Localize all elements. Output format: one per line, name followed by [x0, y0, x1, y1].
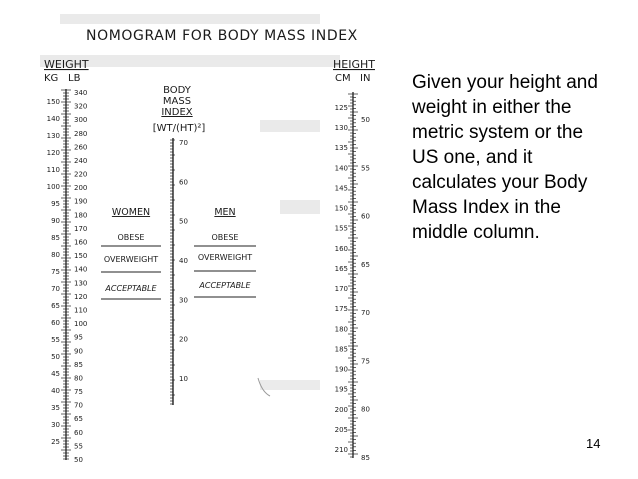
height-cm-label: 155 — [334, 224, 348, 233]
bmi-label: 10 — [179, 375, 188, 383]
weight-lb-label: 160 — [74, 238, 88, 247]
weight-lb-label: 140 — [74, 265, 88, 274]
men-header: MEN — [214, 207, 236, 218]
weight-header: WEIGHT — [44, 58, 89, 71]
bmi-formula: [WT/(HT)²] — [152, 123, 206, 134]
weight-lb-label: 300 — [74, 116, 88, 125]
women-overweight-label: OVERWEIGHT — [103, 255, 159, 264]
height-cm-label: 150 — [334, 204, 348, 213]
weight-kg-label: 95 — [51, 200, 60, 208]
weight-lb-label: 95 — [74, 333, 83, 342]
weight-kg-label: 120 — [46, 149, 60, 157]
height-cm-label: 125 — [334, 104, 348, 112]
height-cm-label: 205 — [334, 425, 348, 434]
caption-line-2: weight in either the — [412, 97, 572, 118]
height-cm-label: 170 — [334, 285, 348, 294]
height-cm-label: 180 — [334, 325, 348, 334]
height-cm-unit: CM — [335, 73, 351, 84]
weight-kg-label: 60 — [51, 319, 60, 327]
height-cm-label: 140 — [334, 164, 348, 173]
height-in-label: 75 — [361, 357, 370, 366]
caption-line-1: Given your height and — [412, 72, 598, 93]
caption-line-7: middle column. — [412, 222, 540, 243]
height-cm-label: 135 — [334, 144, 348, 153]
height-in-label: 80 — [361, 405, 370, 414]
height-cm-label: 185 — [334, 345, 348, 354]
weight-lb-label: 190 — [74, 197, 88, 206]
women-header: WOMEN — [111, 207, 151, 218]
weight-lb-unit: LB — [68, 73, 81, 84]
weight-lb-label: 340 — [74, 89, 88, 97]
weight-kg-label: 70 — [51, 285, 60, 293]
height-in-label: 55 — [361, 164, 370, 173]
height-cm-label: 175 — [334, 305, 348, 314]
height-in-label: 85 — [361, 454, 370, 462]
weight-lb-label: 55 — [74, 442, 83, 451]
weight-lb-label: 170 — [74, 224, 88, 233]
weight-lb-label: 70 — [74, 401, 83, 410]
weight-lb-label: 100 — [74, 320, 88, 329]
weight-kg-label: 80 — [51, 251, 60, 259]
weight-lb-label: 130 — [74, 279, 88, 288]
caption-line-3: metric system or the — [412, 122, 584, 143]
height-header: HEIGHT — [333, 58, 375, 71]
weight-lb-label: 240 — [74, 156, 88, 165]
bmi-label: 30 — [179, 296, 188, 305]
slide-caption — [412, 70, 627, 245]
weight-lb-label: 75 — [74, 388, 83, 397]
bmi-label: 20 — [179, 335, 188, 344]
height-in-unit: IN — [360, 73, 371, 84]
nomogram-title: NOMOGRAM FOR BODY MASS INDEX — [86, 28, 358, 44]
height-cm-label: 130 — [334, 124, 348, 133]
men-overweight-label: OVERWEIGHT — [197, 253, 253, 262]
weight-kg-label: 50 — [51, 353, 60, 361]
height-in-label: 60 — [361, 212, 370, 221]
weight-lb-label: 280 — [74, 129, 88, 138]
height-in-label: 70 — [361, 309, 370, 318]
weight-kg-label: 35 — [51, 404, 60, 412]
height-scale — [335, 92, 370, 462]
bmi-scale — [170, 138, 188, 405]
weight-lb-label: 90 — [74, 347, 83, 356]
caption-line-4: US one, and it — [412, 147, 533, 168]
weight-lb-label: 180 — [74, 211, 88, 220]
weight-lb-label: 220 — [74, 170, 88, 179]
weight-lb-label: 65 — [74, 415, 83, 424]
bmi-header-line2: MASS — [162, 96, 192, 107]
height-cm-label: 165 — [334, 264, 348, 273]
height-cm-label: 195 — [334, 385, 348, 394]
weight-kg-label: 130 — [46, 132, 60, 140]
bmi-header-line3: INDEX — [161, 107, 193, 118]
weight-lb-label: 150 — [74, 252, 88, 261]
weight-kg-label: 75 — [51, 268, 60, 276]
weight-lb-label: 320 — [74, 102, 88, 111]
weight-kg-label: 140 — [46, 115, 60, 123]
weight-kg-label: 85 — [51, 234, 60, 242]
men-obese-label: OBESE — [211, 233, 239, 242]
weight-kg-label: 110 — [46, 166, 60, 174]
weight-lb-label: 200 — [74, 184, 88, 193]
women-acceptable-label: ACCEPTABLE — [105, 284, 157, 293]
weight-kg-label: 45 — [51, 370, 60, 378]
weight-kg-label: 150 — [46, 98, 60, 106]
bmi-label: 40 — [179, 257, 188, 265]
height-cm-label: 210 — [334, 446, 348, 454]
weight-kg-unit: KG — [44, 73, 59, 84]
weight-kg-label: 25 — [51, 438, 60, 446]
bmi-label: 70 — [179, 139, 188, 147]
weight-lb-label: 120 — [74, 292, 88, 301]
weight-lb-label: 50 — [74, 456, 83, 464]
bmi-header-line1: BODY — [163, 85, 191, 96]
height-in-label: 65 — [361, 260, 370, 269]
height-in-label: 50 — [361, 116, 370, 124]
weight-lb-label: 110 — [74, 306, 88, 315]
height-cm-label: 160 — [334, 244, 348, 253]
weight-kg-label: 30 — [51, 421, 60, 429]
height-cm-label: 145 — [334, 184, 348, 193]
weight-kg-label: 55 — [51, 336, 60, 344]
caption-line-6: Mass Index in the — [412, 197, 561, 218]
height-cm-label: 190 — [334, 365, 348, 374]
weight-kg-label: 100 — [46, 183, 60, 191]
men-acceptable-label: ACCEPTABLE — [199, 281, 251, 290]
weight-lb-label: 85 — [74, 360, 83, 369]
weight-lb-label: 60 — [74, 428, 83, 437]
weight-scale — [47, 89, 88, 464]
bmi-label: 50 — [179, 217, 188, 226]
weight-lb-label: 80 — [74, 374, 83, 383]
weight-kg-label: 40 — [51, 387, 60, 395]
caption-line-5: calculates your Body — [412, 172, 588, 193]
weight-kg-label: 65 — [51, 302, 60, 310]
women-obese-label: OBESE — [117, 233, 145, 242]
weight-kg-label: 90 — [51, 217, 60, 225]
bmi-label: 60 — [179, 178, 188, 187]
page-number: 14 — [586, 436, 601, 451]
weight-lb-label: 260 — [74, 143, 88, 152]
height-cm-label: 200 — [334, 405, 348, 414]
